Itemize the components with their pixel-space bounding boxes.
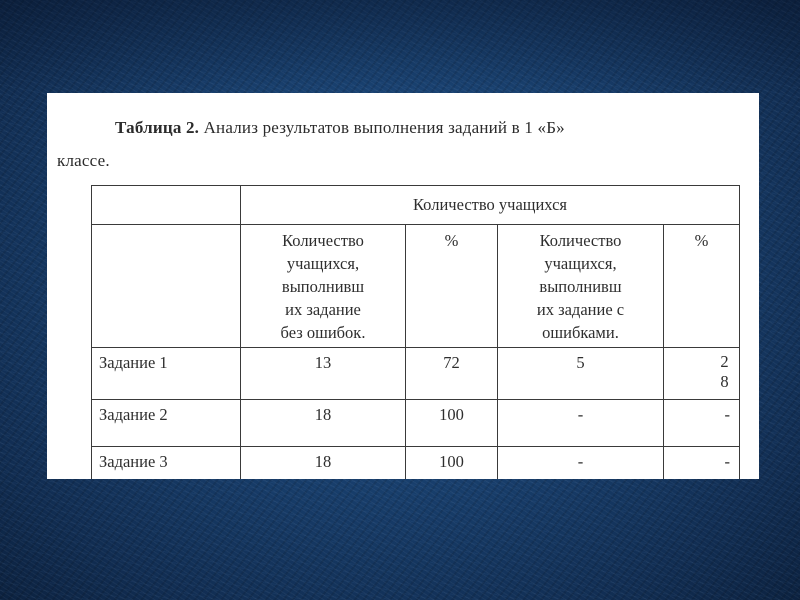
results-table xyxy=(91,185,740,479)
table-row xyxy=(92,348,740,400)
cell-with-errors: - xyxy=(498,400,664,447)
caption-title: Анализ результатов выполнения заданий в 1 «Б» xyxy=(203,118,565,137)
cell-no-errors: 18 xyxy=(241,400,406,447)
table-row xyxy=(92,447,740,480)
table-header-row xyxy=(92,186,740,225)
caption-label: Таблица 2. xyxy=(115,118,200,137)
cell-with-errors: - xyxy=(498,447,664,480)
row-label: Задание 1 xyxy=(92,348,241,400)
cell-percent-no-errors: 72 xyxy=(406,348,498,400)
cell-percent-no-errors: 100 xyxy=(406,400,498,447)
cell-percent-with-errors: - xyxy=(664,447,740,480)
cell-percent-no-errors: 100 xyxy=(406,447,498,480)
row-label: Задание 2 xyxy=(92,400,241,447)
table-subheader-row xyxy=(92,225,740,348)
column-header-with-errors: Количество учащихся, выполнивш их задание с ошибками. xyxy=(498,225,664,348)
caption-line-2: классе. xyxy=(57,151,110,170)
row-label: Задание 3 xyxy=(92,447,241,480)
slide-background-shade xyxy=(0,0,800,90)
column-header-no-errors: Количество учащихся, выполнивш их задание без ошибок. xyxy=(241,225,406,348)
cell-percent-with-errors xyxy=(664,348,740,400)
column-header-percent-2: % xyxy=(664,225,740,348)
cell-percent-with-errors: - xyxy=(664,400,740,447)
table-row xyxy=(92,400,740,447)
caption-line-1 xyxy=(57,111,749,144)
wrapped-value: 28 xyxy=(720,352,729,391)
cell-with-errors: 5 xyxy=(498,348,664,400)
cell-no-errors: 18 xyxy=(241,447,406,480)
document-image xyxy=(47,93,759,479)
empty-corner-cell xyxy=(92,186,241,225)
table-caption xyxy=(57,111,749,177)
empty-label-cell xyxy=(92,225,241,348)
column-header-percent-1: % xyxy=(406,225,498,348)
group-header-cell: Количество учащихся xyxy=(241,186,740,225)
cell-no-errors: 13 xyxy=(241,348,406,400)
